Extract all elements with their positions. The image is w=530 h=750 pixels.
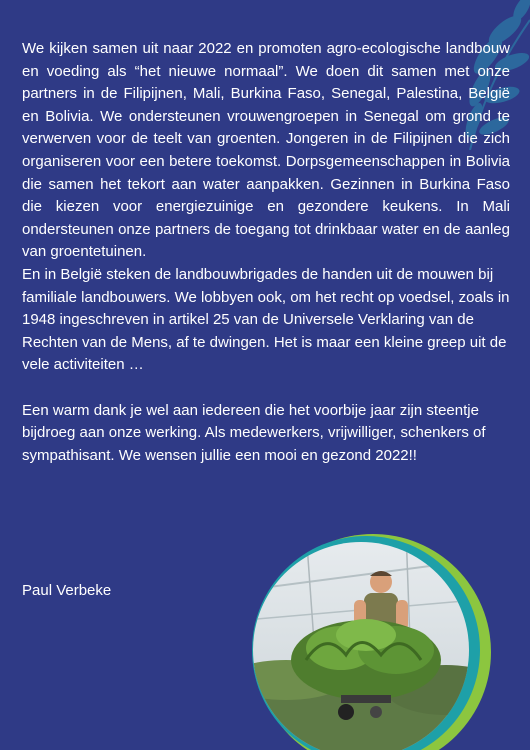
farmer-photo bbox=[246, 530, 530, 750]
signature-name: Paul Verbeke bbox=[22, 582, 112, 599]
paragraph-thanks: Een warm dank je wel aan iedereen die het voorbije jaar zijn steentje bijdroeg aan onze werking. Als medewerkers, vrijwilliger, schenkers of sympathisant. We wensen jullie een mooi en gezond 2022!! bbox=[22, 401, 486, 464]
letter-body bbox=[22, 38, 510, 467]
photo-circle bbox=[246, 530, 530, 750]
paragraph-activities: We kijken samen uit naar 2022 en promoten agro-ecologische landbouw en voeding als “het nieuwe normaal”. We doen dit samen met onze partners in de Filipijnen, Mali, Burkina Faso, Senegal, Palestina, België en Bolivia. We ondersteunen vrouwengroepen in Senegal om grond te verwerven voor de teelt van groenten. Jongeren in de Filipijnen die zich organiseren voor een betere toekomst. Dorpsgemeenschappen in Bolivia die samen het tekort aan water aanpakken. Gezinnen in Burkina Faso die kiezen voor energiezuinige en gezondere keukens. In Mali ondersteunen onze partners de toegang tot drinkbaar water en de aanleg van groentetuinen. bbox=[22, 40, 510, 261]
paragraph-belgium: En in België steken de landbouwbrigades de handen uit de mouwen bij familiale landbouwers. We lobbyen ook, om het recht op voedsel, zoals in 1948 ingeschreven in artikel 25 van de Universele Verklaring van de Rechten van de Mens, af te dwingen. Het is maar een kleine greep uit de vele activiteiten … bbox=[22, 265, 510, 374]
